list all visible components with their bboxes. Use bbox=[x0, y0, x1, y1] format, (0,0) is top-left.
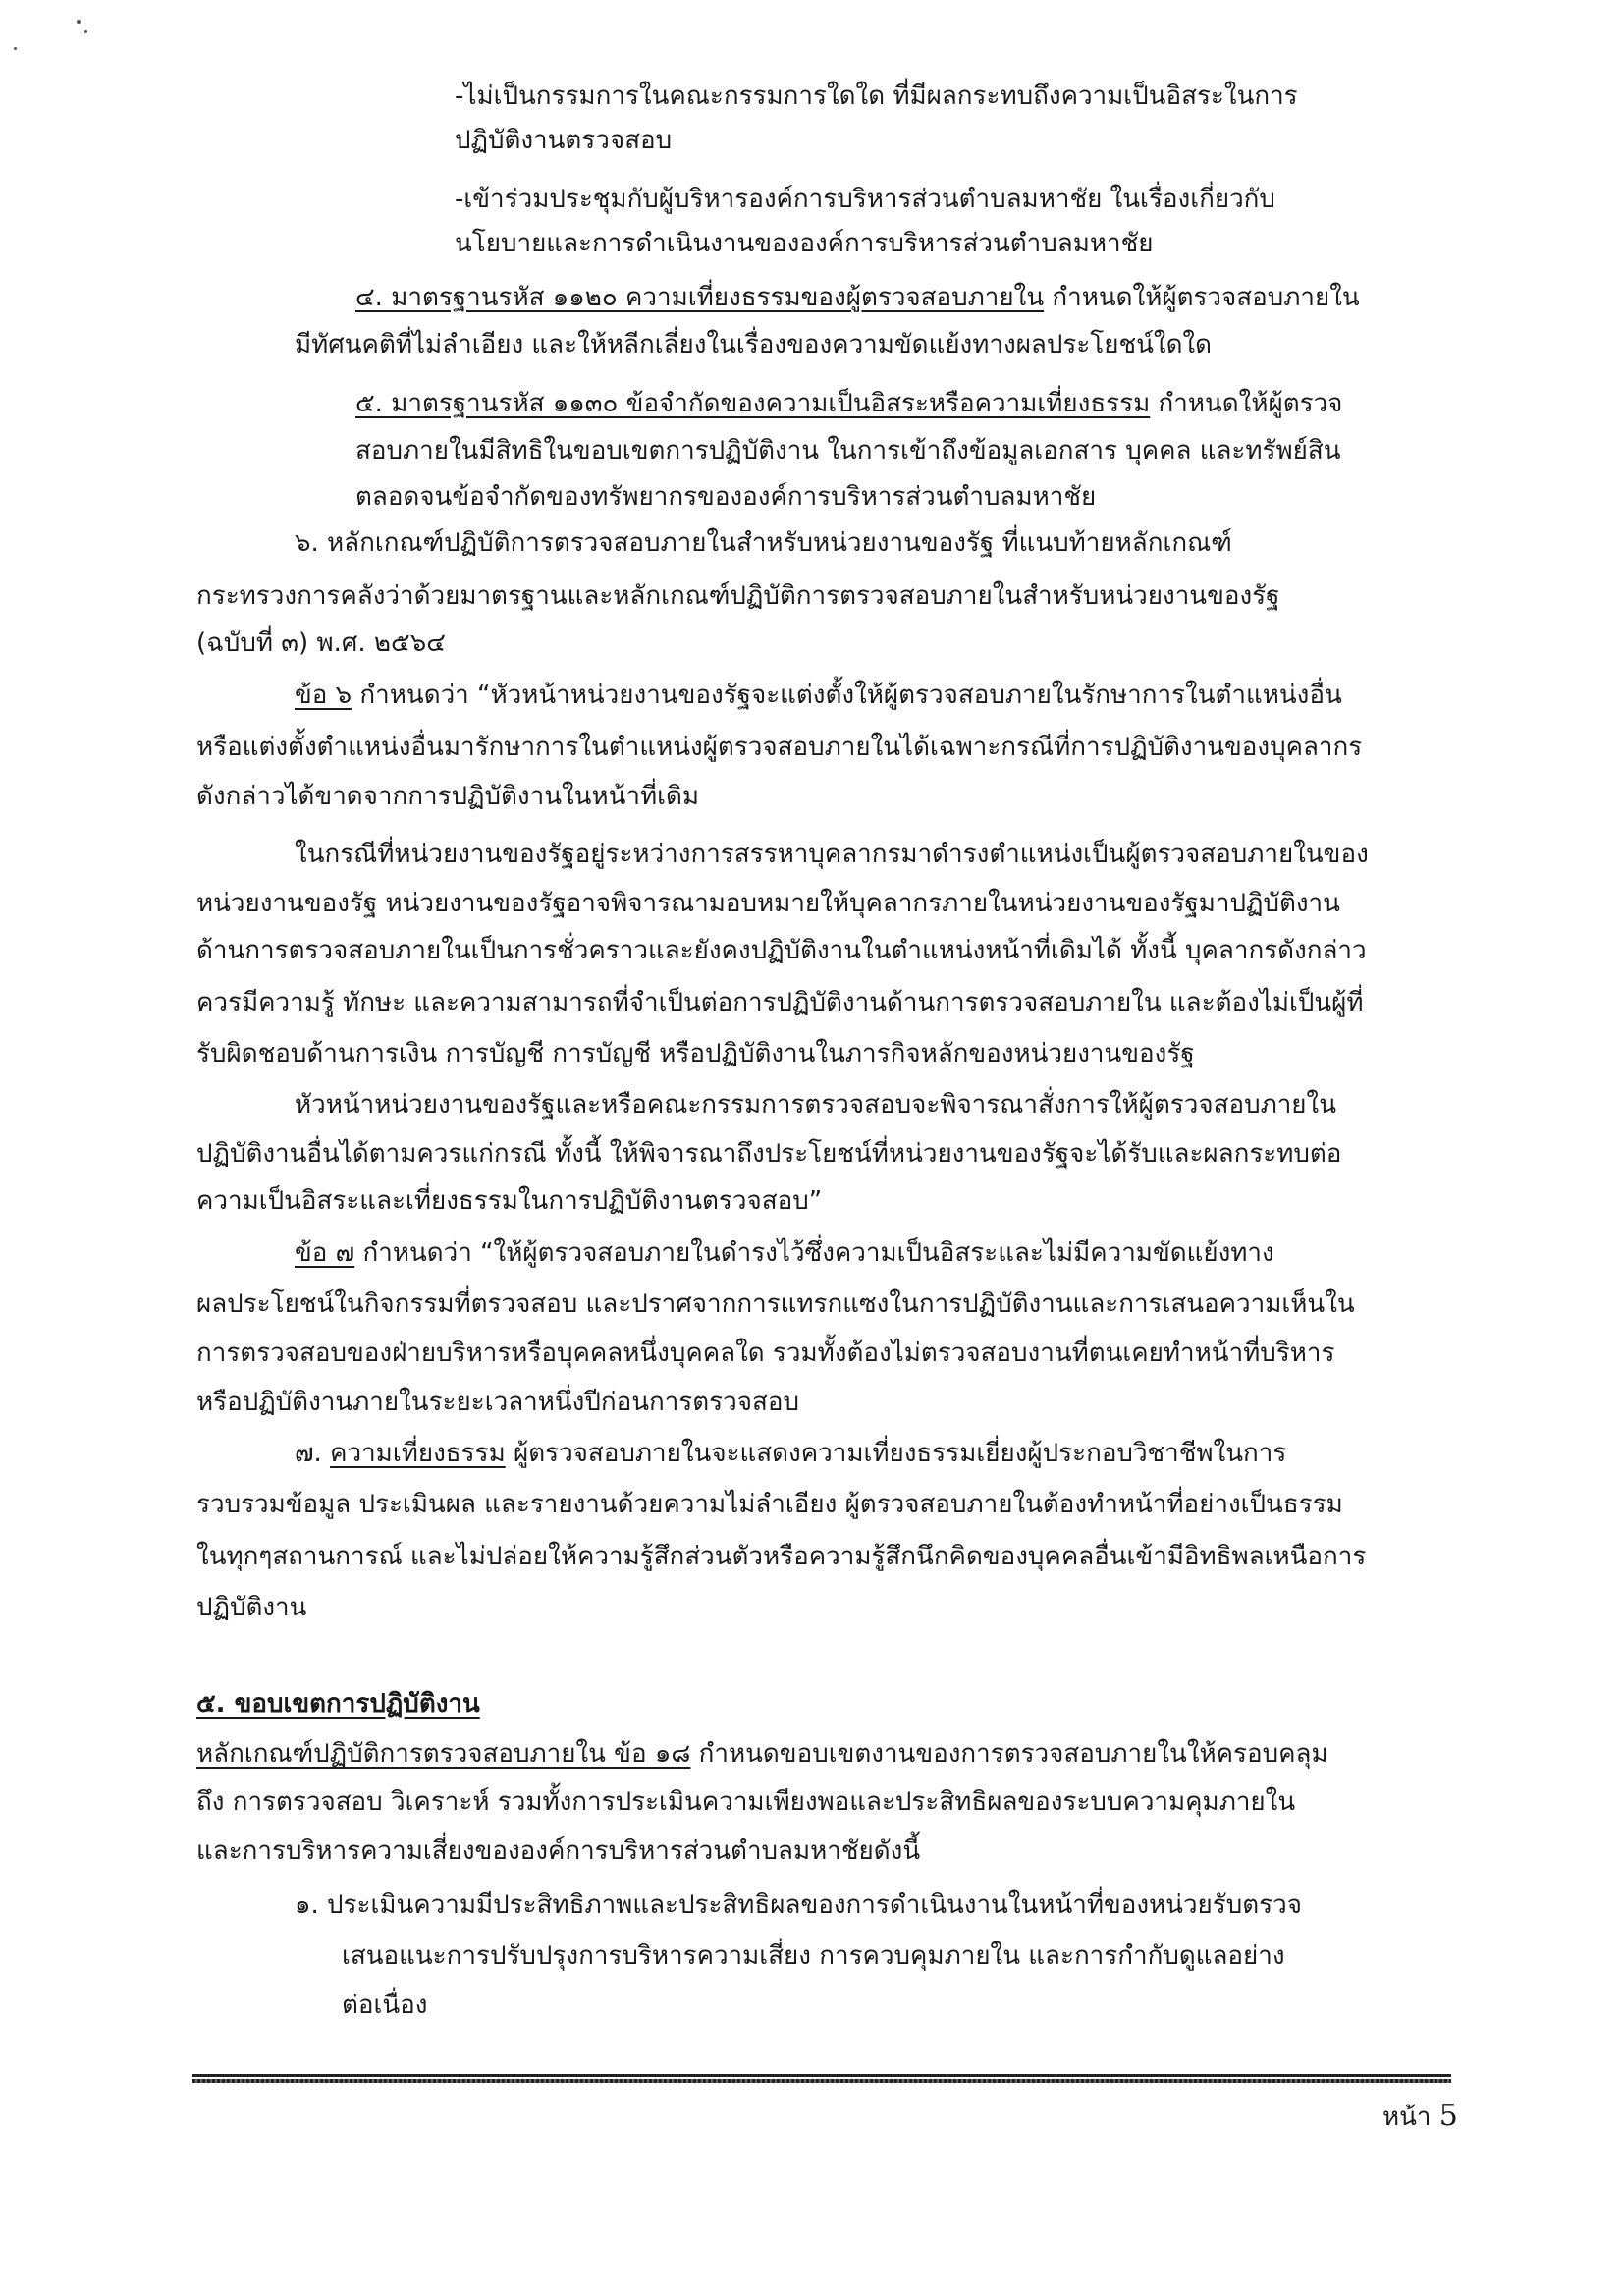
text-line bbox=[295, 837, 1369, 876]
footer-rule bbox=[192, 2074, 1451, 2077]
text-line bbox=[196, 1784, 1295, 1824]
text-line bbox=[342, 1988, 427, 2027]
text-segment: กำหนดว่า “ให้ผู้ตรวจสอบภายในดำรงไว้ซึ่งความเป็นอิสระและไม่มีความขัดแย้งทาง bbox=[354, 1238, 1274, 1268]
text-segment: กำหนดให้ผู้ตรวจสอบภายใน bbox=[1044, 283, 1360, 312]
page-number bbox=[1382, 2097, 1458, 2137]
text-line bbox=[196, 1183, 822, 1223]
text-line bbox=[196, 1336, 1334, 1375]
text-segment: กำหนดว่า “หัวหน้าหน่วยงานของรัฐจะแต่งตั้งให้ผู้ตรวจสอบภายในรักษาการในตำแหน่งอื่น bbox=[352, 681, 1342, 710]
text-segment: และการบริหารความเสี่ยงขององค์การบริหารส่วนตำบลมหาชัยดังนี้ bbox=[196, 1836, 921, 1866]
text-segment: ในกรณีที่หน่วยงานของรัฐอยู่ระหว่างการสรรหาบุคลากรมาดำรงตำแหน่งเป็นผู้ตรวจสอบภายในของ bbox=[295, 840, 1369, 869]
text-line bbox=[355, 386, 1342, 425]
text-segment: ความเป็นอิสระและเที่ยงธรรมในการปฏิบัติงานตรวจสอบ” bbox=[196, 1186, 823, 1216]
text-segment: รับผิดชอบด้านการเงิน การบัญชี การบัญชี หรือปฏิบัติงานในภารกิจหลักของหน่วยงานของรัฐ bbox=[196, 1039, 1195, 1068]
text-segment: -เข้าร่วมประชุมกับผู้บริหารองค์การบริหารส่วนตำบลมหาชัย ในเรื่องเกี่ยวกับ bbox=[455, 185, 1275, 214]
text-segment: เสนอแนะการปรับปรุงการบริหารความเสี่ยง การควบคุมภายใน และการกำกับดูแลอย่าง bbox=[342, 1941, 1285, 1971]
text-segment: ด้านการตรวจสอบภายในเป็นการชั่วคราวและยังคงปฏิบัติงานในตำแหน่งหน้าที่เดิมได้ ทั้งนี้ บุคลากรดังกล่าว bbox=[196, 936, 1367, 965]
text-line bbox=[196, 1136, 1341, 1175]
text-line bbox=[196, 1686, 480, 1725]
text-segment: ๑. ประเมินความมีประสิทธิภาพและประสิทธิผลของการดำเนินงานในหน้าที่ของหน่วยรับตรวจ bbox=[295, 1890, 1302, 1920]
text-line bbox=[455, 182, 1275, 221]
text-segment: ในทุกๆสถานการณ์ และไม่ปล่อยให้ความรู้สึกส่วนตัวหรือความรู้สึกนึกคิดของบุคคลอื่นเข้ามีอิทธิพลเหนือการ bbox=[196, 1542, 1367, 1571]
text-segment: ควรมีความรู้ ทักษะ และความสามารถที่จำเป็นต่อการปฏิบัติงานด้านการตรวจสอบภายใน และต้องไม่เป็นผู้ที่ bbox=[196, 988, 1364, 1017]
text-segment: ตลอดจนข้อจำกัดของทรัพยากรขององค์การบริหารส่วนตำบลมหาชัย bbox=[355, 482, 1097, 512]
text-line bbox=[196, 1385, 799, 1424]
text-segment: ปฏิบัติงานตรวจสอบ bbox=[455, 126, 673, 155]
text-line bbox=[295, 1436, 1286, 1475]
text-line bbox=[455, 123, 672, 162]
underlined-text: ข้อ ๗ bbox=[295, 1238, 355, 1268]
text-line bbox=[455, 226, 1153, 265]
text-segment: (ฉบับที่ ๓) พ.ศ. ๒๕๖๔ bbox=[196, 629, 446, 658]
text-segment: หน่วยงานของรัฐ หน่วยงานของรัฐอาจพิจารณามอบหมายให้บุคลากรภายในหน่วยงานของรัฐมาปฏิบัติงาน bbox=[196, 889, 1340, 918]
text-line bbox=[196, 1590, 306, 1629]
scan-speck bbox=[77, 20, 81, 24]
text-line bbox=[455, 79, 1298, 118]
underlined-text: ความเที่ยงธรรม bbox=[330, 1439, 506, 1468]
text-line bbox=[196, 933, 1367, 972]
text-segment: กำหนดให้ผู้ตรวจ bbox=[1150, 389, 1343, 418]
text-segment: ๗. bbox=[295, 1439, 331, 1468]
text-segment: หรือแต่งตั้งตำแหน่งอื่นมารักษาการในตำแหน่งผู้ตรวจสอบภายในได้เฉพาะกรณีที่การปฏิบัติงานของบุคลากร bbox=[196, 733, 1363, 762]
text-line bbox=[196, 1036, 1195, 1075]
text-segment: กำหนดขอบเขตงานของการตรวจสอบภายในให้ครอบคลุม bbox=[690, 1739, 1328, 1769]
text-line bbox=[295, 1235, 1274, 1275]
text-segment: ผู้ตรวจสอบภายในจะแสดงความเที่ยงธรรมเยี่ยงผู้ประกอบวิชาชีพในการ bbox=[505, 1439, 1287, 1468]
scan-speck bbox=[84, 30, 87, 33]
text-line bbox=[355, 433, 1340, 472]
text-segment: นโยบายและการดำเนินงานขององค์การบริหารส่วนตำบลมหาชัย bbox=[455, 229, 1154, 258]
text-line bbox=[196, 626, 446, 665]
text-line bbox=[355, 479, 1096, 519]
underlined-text: ๕. มาตรฐานรหัส ๑๑๓๐ ข้อจำกัดของความเป็นอิสระหรือความเที่ยงธรรม bbox=[355, 389, 1151, 418]
text-line bbox=[295, 678, 1342, 717]
text-line bbox=[196, 779, 699, 818]
text-line bbox=[196, 886, 1340, 925]
text-line bbox=[295, 1887, 1302, 1927]
text-line bbox=[295, 1087, 1336, 1126]
text-line bbox=[295, 327, 1212, 366]
text-line bbox=[196, 1736, 1328, 1776]
footer-rule-hatched bbox=[192, 2079, 1451, 2083]
text-segment: หรือปฏิบัติงานภายในระยะเวลาหนึ่งปีก่อนการตรวจสอบ bbox=[196, 1388, 799, 1417]
text-line bbox=[196, 1286, 1355, 1326]
text-line bbox=[196, 1487, 1343, 1526]
text-segment: ๖. หลักเกณฑ์ปฏิบัติการตรวจสอบภายในสำหรับหน่วยงานของรัฐ ที่แนบท้ายหลักเกณฑ์ bbox=[295, 528, 1232, 558]
text-segment: รวบรวมข้อมูล ประเมินผล และรายงานด้วยความไม่ลำเอียง ผู้ตรวจสอบภายในต้องทำหน้าที่อย่างเป็นธรรม bbox=[196, 1490, 1343, 1519]
text-line bbox=[196, 578, 1279, 618]
page-number-label: หน้า bbox=[1382, 2103, 1432, 2132]
text-segment: ต่อเนื่อง bbox=[342, 1991, 428, 2020]
text-line bbox=[196, 1539, 1366, 1578]
text-segment: ถึง การตรวจสอบ วิเคราะห์ รวมทั้งการประเมินความเพียงพอและประสิทธิผลของระบบความคุมภายใน bbox=[196, 1787, 1296, 1817]
scan-speck bbox=[14, 47, 17, 50]
text-line bbox=[196, 730, 1362, 769]
text-segment: กระทรวงการคลังว่าด้วยมาตรฐานและหลักเกณฑ์ปฏิบัติการตรวจสอบภายในสำหรับหน่วยงานของรัฐ bbox=[196, 581, 1280, 611]
text-segment: ดังกล่าวได้ขาดจากการปฏิบัติงานในหน้าที่เดิม bbox=[196, 782, 700, 811]
text-segment: สอบภายในมีสิทธิในขอบเขตการปฏิบัติงาน ในการเข้าถึงข้อมูลเอกสาร บุคคล และทรัพย์สิน bbox=[355, 436, 1341, 465]
text-line bbox=[295, 525, 1232, 565]
underlined-text: หลักเกณฑ์ปฏิบัติการตรวจสอบภายใน ข้อ ๑๘ bbox=[196, 1739, 691, 1769]
text-line bbox=[196, 985, 1364, 1024]
text-line bbox=[196, 1833, 920, 1873]
text-segment: ปฏิบัติงาน bbox=[196, 1593, 307, 1622]
underlined-text: ๔. มาตรฐานรหัส ๑๑๒๐ ความเที่ยงธรรมของผู้ตรวจสอบภายใน bbox=[355, 283, 1045, 312]
text-segment: มีทัศนคติที่ไม่ลำเอียง และให้หลีกเลี่ยงในเรื่องของความขัดแย้งทางผลประโยชน์ใดใด bbox=[295, 330, 1213, 359]
page-number-value: 5 bbox=[1438, 2099, 1458, 2133]
text-segment: การตรวจสอบของฝ่ายบริหารหรือบุคคลหนึ่งบุคคลใด รวมทั้งต้องไม่ตรวจสอบงานที่ตนเคยทำหน้าที่บริหาร bbox=[196, 1339, 1335, 1368]
text-line bbox=[342, 1939, 1285, 1978]
underlined-text: ๕. ขอบเขตการปฏิบัติงาน bbox=[196, 1689, 480, 1719]
text-segment: ปฏิบัติงานอื่นได้ตามควรแก่กรณี ทั้งนี้ ให้พิจารณาถึงประโยชน์ที่หน่วยงานของรัฐจะได้รับและผลกระทบต่อ bbox=[196, 1139, 1342, 1169]
underlined-text: ข้อ ๖ bbox=[295, 681, 352, 710]
text-segment: หัวหน้าหน่วยงานของรัฐและหรือคณะกรรมการตรวจสอบจะพิจารณาสั่งการให้ผู้ตรวจสอบภายใน bbox=[295, 1090, 1337, 1120]
text-line bbox=[355, 280, 1360, 319]
text-segment: -ไม่เป็นกรรมการในคณะกรรมการใดใด ที่มีผลกระทบถึงความเป็นอิสระในการ bbox=[455, 82, 1298, 111]
text-segment: ผลประโยชน์ในกิจกรรมที่ตรวจสอบ และปราศจากการแทรกแซงในการปฏิบัติงานและการเสนอความเห็นใน bbox=[196, 1289, 1355, 1319]
